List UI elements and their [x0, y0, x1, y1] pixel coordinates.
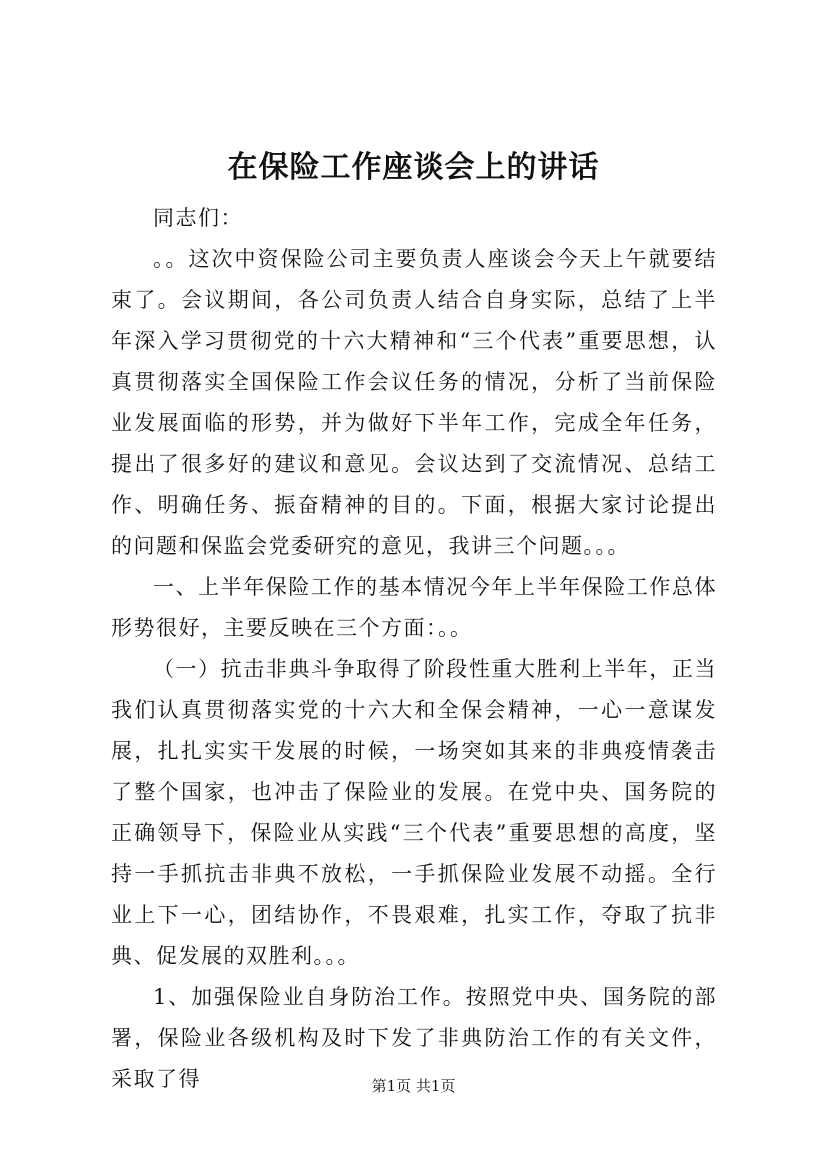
paragraph-salutation: 同志们： — [153, 206, 243, 230]
paragraph-section-one: 一、上半年保险工作的基本情况今年上半年保险工作总体形势很好，主要反映在三个方面：。。 — [111, 575, 717, 640]
paragraph-intro: 。。这次中资保险公司主要负责人座谈会今天上午就要结束了。会议期间，各公司负责人结合自身实际，总结了上半年深入学习贯彻党的十六大精神和“三个代表”重要思想，认真贯彻落实全国保险工作会议任务的情况，分析了当前保险业发展面临的形势，并为做好下半年工作，完成全年任务，提出了很多好的建议和意见。会议达到了交流情况、总结工作、明确任务、振奋精神的目的。下面，根据大家讨论提出的问题和保监会党委研究的意见，我讲三个问题。。。 — [111, 247, 717, 558]
document-body — [111, 198, 717, 1100]
document-title: 在保险工作座谈会上的讲话 — [227, 150, 600, 185]
paragraph-item-one: 1、加强保险业自身防治工作。按照党中央、国务院的部署，保险业各级机构及时下发了非典防治工作的有关文件，采取了得 — [111, 985, 717, 1091]
page-footer: 第1页 共1页 — [371, 1077, 456, 1095]
paragraph-subsection-one: （一）抗击非典斗争取得了阶段性重大胜利上半年，正当我们认真贯彻落实党的十六大和全保会精神，一心一意谋发展，扎扎实实干发展的时候，一场突如其来的非典疫情袭击了整个国家，也冲击了保险业的发展。在党中央、国务院的正确领导下，保险业从实践“三个代表”重要思想的高度，坚持一手抓抗击非典不放松，一手抓保险业发展不动摇。全行业上下一心，团结协作，不畏艰难，扎实工作，夺取了抗非典、促发展的双胜利。。。 — [111, 657, 717, 968]
